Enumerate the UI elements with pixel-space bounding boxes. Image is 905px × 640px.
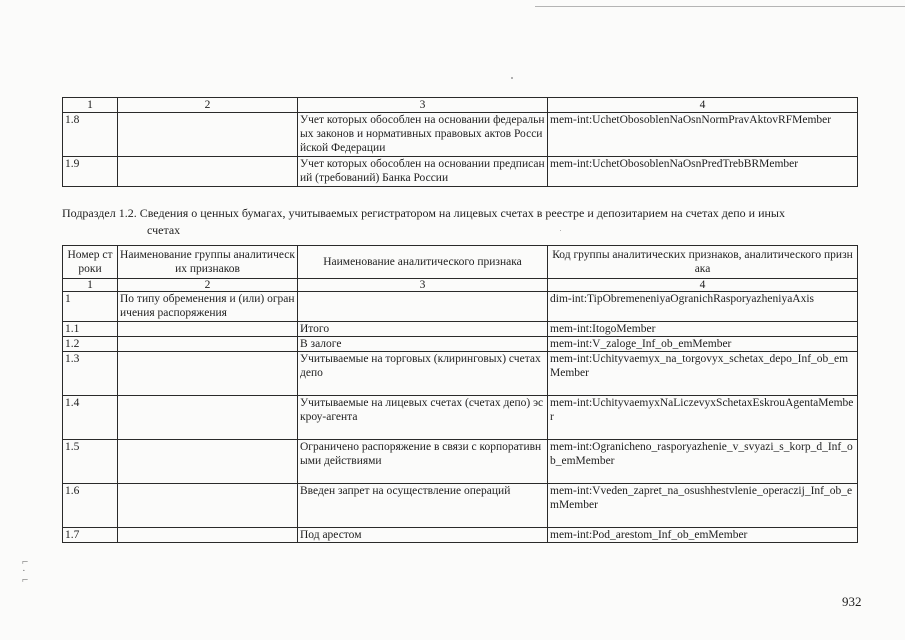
group-name xyxy=(118,352,298,396)
feature-name: Учет которых обособлен на основании федеральных законов и нормативных правовых актов Российской Федерации xyxy=(298,113,548,157)
feature-name: Учитываемые на лицевых счетах (счетах депо) эскроу-агента xyxy=(298,396,548,440)
table-row xyxy=(63,396,858,440)
main-table-number-row xyxy=(63,279,858,292)
top-table xyxy=(62,97,858,187)
subsection-heading xyxy=(62,205,862,239)
row-number: 1.7 xyxy=(63,528,118,543)
table-row xyxy=(63,337,858,352)
feature-code: mem-int:Vveden_zapret_na_osushhestvlenie_operaczij_Inf_ob_emMember xyxy=(548,484,858,528)
table-row xyxy=(63,440,858,484)
feature-code: dim-int:TipObremeneniyaOgranichRasporyazheniyaAxis xyxy=(548,292,858,322)
col-number: 1 xyxy=(63,279,118,292)
table-row xyxy=(63,322,858,337)
margin-scan-mark: ⌐ · ⌐ xyxy=(22,556,29,586)
col-number: 1 xyxy=(63,98,118,113)
feature-code: mem-int:UchetObosoblenNaOsnPredTrebBRMember xyxy=(548,157,858,187)
table-row xyxy=(63,157,858,187)
feature-code: mem-int:UchityvaemyxNaLiczevyxSchetaxEskrouAgentaMember xyxy=(548,396,858,440)
header-group-name: Наименование группы аналитических признаков xyxy=(118,246,298,279)
col-number: 2 xyxy=(118,98,298,113)
feature-name: Учитываемые на торговых (клиринговых) счетах депо xyxy=(298,352,548,396)
feature-name: Итого xyxy=(298,322,548,337)
feature-code: mem-int:ItogoMember xyxy=(548,322,858,337)
col-number: 3 xyxy=(298,279,548,292)
table-row xyxy=(63,528,858,543)
row-number: 1.6 xyxy=(63,484,118,528)
page-number: 932 xyxy=(842,594,862,609)
feature-code: mem-int:Ogranicheno_rasporyazhenie_v_svyazi_s_korp_d_Inf_ob_emMember xyxy=(548,440,858,484)
table-row xyxy=(63,113,858,157)
group-name xyxy=(118,396,298,440)
group-name xyxy=(118,113,298,157)
feature-name xyxy=(298,292,548,322)
top-scan-rule xyxy=(535,6,905,7)
group-name xyxy=(118,337,298,352)
col-number: 2 xyxy=(118,279,298,292)
group-name xyxy=(118,157,298,187)
scan-speck xyxy=(511,77,513,79)
col-number: 4 xyxy=(548,98,858,113)
row-number: 1 xyxy=(63,292,118,322)
row-number: 1.4 xyxy=(63,396,118,440)
row-number: 1.2 xyxy=(63,337,118,352)
subsection-line-1: Подраздел 1.2. Сведения о ценных бумагах, учитываемых регистратором на лицевых счетах в реестре и депозитарием на счетах депо и иных xyxy=(62,206,785,220)
row-number: 1.3 xyxy=(63,352,118,396)
row-number: 1.1 xyxy=(63,322,118,337)
feature-code: mem-int:V_zaloge_Inf_ob_emMember xyxy=(548,337,858,352)
main-table xyxy=(62,245,858,543)
feature-code: mem-int:Uchityvaemyx_na_torgovyx_schetax_depo_Inf_ob_emMember xyxy=(548,352,858,396)
top-table-number-row xyxy=(63,98,858,113)
col-number: 4 xyxy=(548,279,858,292)
group-name: По типу обременения и (или) ограничения распоряжения xyxy=(118,292,298,322)
feature-name: Под арестом xyxy=(298,528,548,543)
feature-code: mem-int:Pod_arestom_Inf_ob_emMember xyxy=(548,528,858,543)
feature-name: В залоге xyxy=(298,337,548,352)
group-name xyxy=(118,484,298,528)
subsection-line-2: счетах xyxy=(147,223,181,237)
table-row xyxy=(63,352,858,396)
group-name xyxy=(118,440,298,484)
main-table-header-row xyxy=(63,246,858,279)
row-number: 1.8 xyxy=(63,113,118,157)
col-number: 3 xyxy=(298,98,548,113)
table-row xyxy=(63,484,858,528)
feature-name: Учет которых обособлен на основании предписаний (требований) Банка России xyxy=(298,157,548,187)
feature-name: Ограничено распоряжение в связи с корпоративными действиями xyxy=(298,440,548,484)
table-row xyxy=(63,292,858,322)
header-feature-name: Наименование аналитического признака xyxy=(298,246,548,279)
feature-name: Введен запрет на осуществление операций xyxy=(298,484,548,528)
row-number: 1.5 xyxy=(63,440,118,484)
group-name xyxy=(118,528,298,543)
header-row-number: Номер строки xyxy=(63,246,118,279)
header-code: Код группы аналитических признаков, аналитического признака xyxy=(548,246,858,279)
group-name xyxy=(118,322,298,337)
row-number: 1.9 xyxy=(63,157,118,187)
feature-code: mem-int:UchetObosoblenNaOsnNormPravAktovRFMember xyxy=(548,113,858,157)
